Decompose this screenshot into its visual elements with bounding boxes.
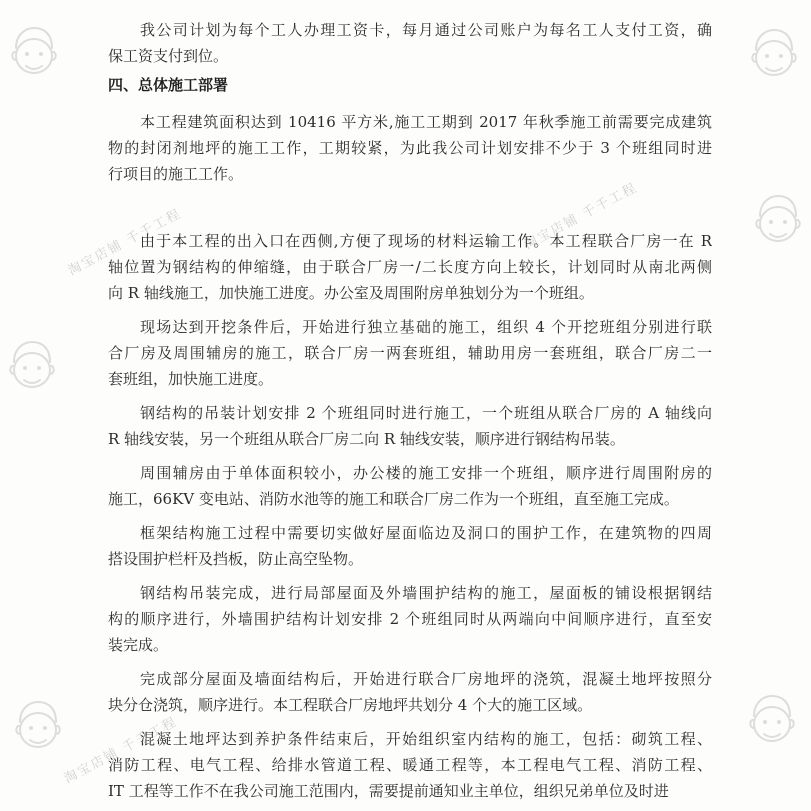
intro-paragraph — [108, 17, 712, 69]
text-line: 轴位置为钢结构的伸缩缝，由于联合厂房一/二长度方向上较长，计划同时从南北两侧 — [108, 258, 712, 276]
paragraph — [108, 666, 712, 718]
section-heading: 四、总体施工部署 — [108, 76, 229, 94]
text-line: 行项目的施工工作。 — [108, 165, 244, 183]
cartoon-face-icon — [2, 336, 62, 396]
watermark-text: 淘宝店铺 千千工程 — [65, 206, 185, 279]
text-line: 套班组，加快施工进度。 — [108, 370, 274, 388]
text-line: 块分仓浇筑，顺序进行。本工程联合厂房地坪共划分 4 个大的施工区域。 — [108, 696, 593, 714]
text-line: 周围辅房由于单体面积较小，办公楼的施工安排一个班组，顺序进行周围附房的 — [140, 464, 712, 482]
text-line: 混凝土地坪达到养护条件结束后，开始组织室内结构的施工，包括：砌筑工程、 — [140, 730, 712, 748]
text-line: 向 R 轴线施工，加快施工进度。办公室及周围附房单独划分为一个班组。 — [108, 284, 594, 302]
cartoon-face-icon — [748, 190, 808, 250]
watermark-text: 淘宝店铺 千千工程 — [521, 180, 641, 253]
text-line: 现场达到开挖条件后，开始进行独立基础的施工，组织 4 个开挖班组分别进行联 — [140, 318, 712, 336]
text-line: 物的封闭剂地坪的施工工作，工期较紧，为此我公司计划安排不少于 3 个班组同时进 — [108, 139, 712, 157]
paragraph — [108, 228, 712, 306]
paragraph — [108, 400, 712, 452]
text-line: 钢结构吊装完成，进行局部屋面及外墙围护结构的施工，屋面板的铺设根据钢结 — [140, 584, 712, 602]
text-line: R 轴线安装，另一个班组从联合厂房二向 R 轴线安装，顺序进行钢结构吊装。 — [108, 430, 625, 448]
document-body — [108, 17, 712, 811]
text-line: 合厂房及周围辅房的施工，联合厂房一两套班组，辅助用房一套班组，联合厂房二一 — [108, 344, 712, 362]
text-line: 完成部分屋面及墙面结构后，开始进行联合厂房地坪的浇筑，混凝土地坪按照分 — [140, 670, 712, 688]
cartoon-face-icon — [744, 24, 804, 84]
text-line: IT 工程等工作不在我公司施工范围内，需要提前通知业主单位，组织兄弟单位及时进 — [108, 782, 669, 800]
text-line: 搭设围护栏杆及挡板，防止高空坠物。 — [108, 550, 364, 568]
text-line: 构的顺序进行，外墙围护结构计划安排 2 个班组同时从两端向中间顺序进行，直至安 — [108, 610, 712, 628]
text-line: 钢结构的吊装计划安排 2 个班组同时进行施工，一个班组从联合厂房的 A 轴线向 — [140, 404, 712, 422]
paragraph-list — [108, 109, 712, 804]
paragraph — [108, 726, 712, 804]
text-line: 框架结构施工过程中需要切实做好屋面临边及洞口的围护工作，在建筑物的四周 — [140, 524, 712, 542]
text-line: 施工，66KV 变电站、消防水池等的施工和联合厂房二作为一个班组，直至施工完成。 — [108, 490, 679, 508]
text-line: 我公司计划为每个工人办理工资卡，每月通过公司账户为每名工人支付工资，确 — [140, 21, 712, 39]
paragraph — [108, 580, 712, 658]
paragraph — [108, 520, 712, 572]
cartoon-face-icon — [4, 22, 64, 82]
text-line: 保工资支付到位。 — [108, 47, 229, 65]
paragraph — [108, 460, 712, 512]
watermark-text: 淘宝店铺 千千工程 — [61, 714, 181, 787]
cartoon-face-icon — [742, 690, 802, 750]
cartoon-face-icon — [8, 696, 68, 756]
paragraph — [108, 109, 712, 187]
paragraph — [108, 314, 712, 392]
text-line: 装完成。 — [108, 636, 169, 654]
text-line: 本工程建筑面积达到 10416 平方米,施工工期到 2017 年秋季施工前需要完成建筑 — [140, 113, 712, 131]
text-line: 消防工程、电气工程、给排水管道工程、暖通工程等，本工程电气工程、消防工程、 — [108, 756, 712, 774]
text-line: 由于本工程的出入口在西侧,方便了现场的材料运输工作。本工程联合厂房一在 R — [140, 232, 712, 250]
